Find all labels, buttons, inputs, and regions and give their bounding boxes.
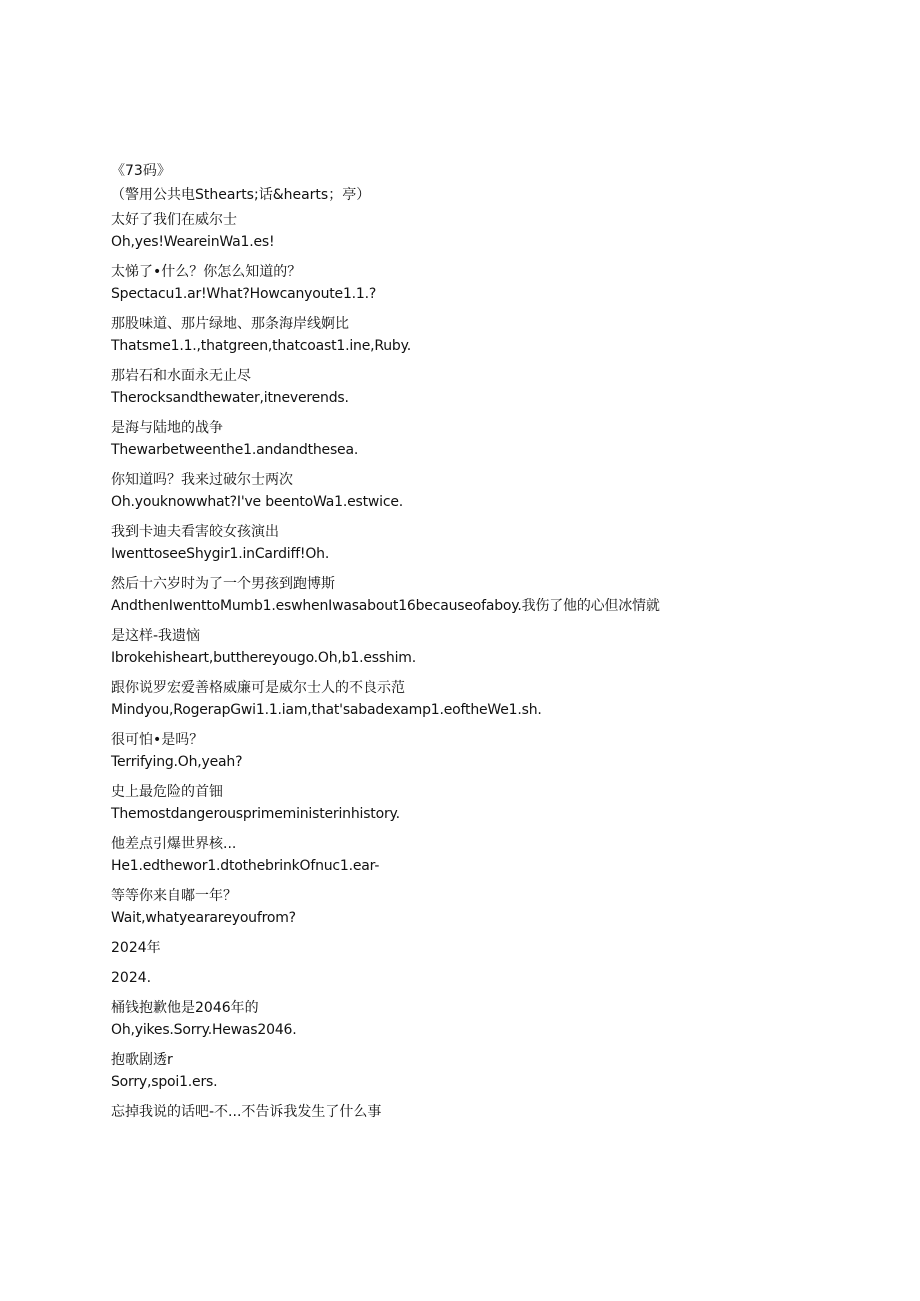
chinese-line: 桶钱抱歉他是2046年的 — [111, 1000, 259, 1016]
english-line: Oh,yes!WeareinWa1.es! — [111, 234, 275, 250]
english-line: IwenttoseeShygir1.inCardiff!Oh. — [111, 546, 330, 562]
chinese-line: 2024年 — [111, 940, 161, 956]
english-line: AndthenIwenttoMumb1.eswhenIwasabout16becauseofaboy.我伤了他的心但冰情就 — [111, 598, 660, 614]
subtitle-pair — [111, 209, 891, 253]
subtitle-pair — [111, 261, 891, 305]
subtitle-pair — [111, 469, 891, 513]
document-title: 《73码》 — [111, 163, 171, 179]
chinese-line: 是这样-我遗恼 — [111, 628, 201, 644]
english-line: Therocksandthewater,itneverends. — [111, 390, 349, 406]
subtitle-pair — [111, 313, 891, 357]
chinese-line: 2024. — [111, 970, 152, 986]
subtitle-pair — [111, 625, 891, 669]
subtitle-pair — [111, 781, 891, 825]
subtitle-pair — [111, 521, 891, 565]
document-subtitle: （警用公共电Sthearts;话&hearts；亭） — [111, 187, 371, 203]
subtitle-pair — [111, 997, 891, 1041]
chinese-line: 跟你说罗宏爱善格威廉可是威尔士人的不良示范 — [111, 680, 405, 696]
chinese-line: 抱歌剧透r — [111, 1052, 173, 1068]
chinese-line: 我到卡迪夫看害皎女孩演出 — [111, 524, 279, 540]
document-page — [111, 160, 891, 1131]
chinese-line: 史上最危险的首钿 — [111, 784, 223, 800]
subtitle-pair — [111, 677, 891, 721]
chinese-line: 那岩石和水面永无止尽 — [111, 368, 251, 384]
english-line: Wait,whatyeararеyoufrom? — [111, 910, 296, 926]
chinese-line: 是海与陆地的战争 — [111, 420, 223, 436]
subtitle-pair — [111, 573, 891, 617]
chinese-line: 他差点引爆世界核... — [111, 836, 237, 852]
english-line: Thatsme1.1.,thatgreen,thatcoast1.ine,Ruby. — [111, 338, 411, 354]
chinese-line: 很可怕•是吗？ — [111, 732, 204, 748]
subtitle-pair — [111, 1049, 891, 1093]
chinese-line: 你知道吗？我来过破尔士两次 — [111, 472, 293, 488]
subtitle-pair — [111, 365, 891, 409]
english-line: Sorry,spoi1.ers. — [111, 1074, 218, 1090]
english-line: Themostdangerousprimeministerinhistory. — [111, 806, 400, 822]
english-line: Oh,yikes.Sorry.Hewas2046. — [111, 1022, 297, 1038]
subtitle-pair — [111, 1101, 891, 1123]
chinese-line: 等等你来自嘟一年？ — [111, 888, 237, 904]
chinese-line: 那股味道、那片绿地、那条海岸线婀比 — [111, 316, 349, 332]
subtitle-pair — [111, 937, 891, 959]
subtitle-pair — [111, 833, 891, 877]
english-line: Oh.youknowwhat?I've beentoWa1.estwice. — [111, 494, 404, 510]
subtitle-pair — [111, 729, 891, 773]
subtitle-list — [111, 209, 891, 1123]
english-line: Terrifying.Oh,yeah? — [111, 754, 243, 770]
chinese-line: 太悌了•什么？你怎么知道的？ — [111, 264, 302, 280]
subtitle-pair — [111, 967, 891, 989]
subtitle-pair — [111, 885, 891, 929]
english-line: Spectacu1.ar!What?Howcanyoute1.1.? — [111, 286, 377, 302]
english-line: Ibrokehisheart,butthereyougo.Oh,b1.esshim. — [111, 650, 416, 666]
english-line: Mindyou,RogerapGwi1.1.iam,that'sabadexamp1.eoftheWe1.sh. — [111, 702, 542, 718]
english-line: Thewarbetweenthe1.andandthesea. — [111, 442, 359, 458]
english-line: He1.edthewor1.dtothebrinkOfnuc1.ear- — [111, 858, 380, 874]
chinese-line: 然后十六岁时为了一个男孩到跑博斯 — [111, 576, 335, 592]
chinese-line: 太好了我们在威尔士 — [111, 212, 237, 228]
subtitle-pair — [111, 417, 891, 461]
chinese-line: 忘掉我说的话吧-不...不告诉我发生了什么事 — [111, 1104, 382, 1120]
